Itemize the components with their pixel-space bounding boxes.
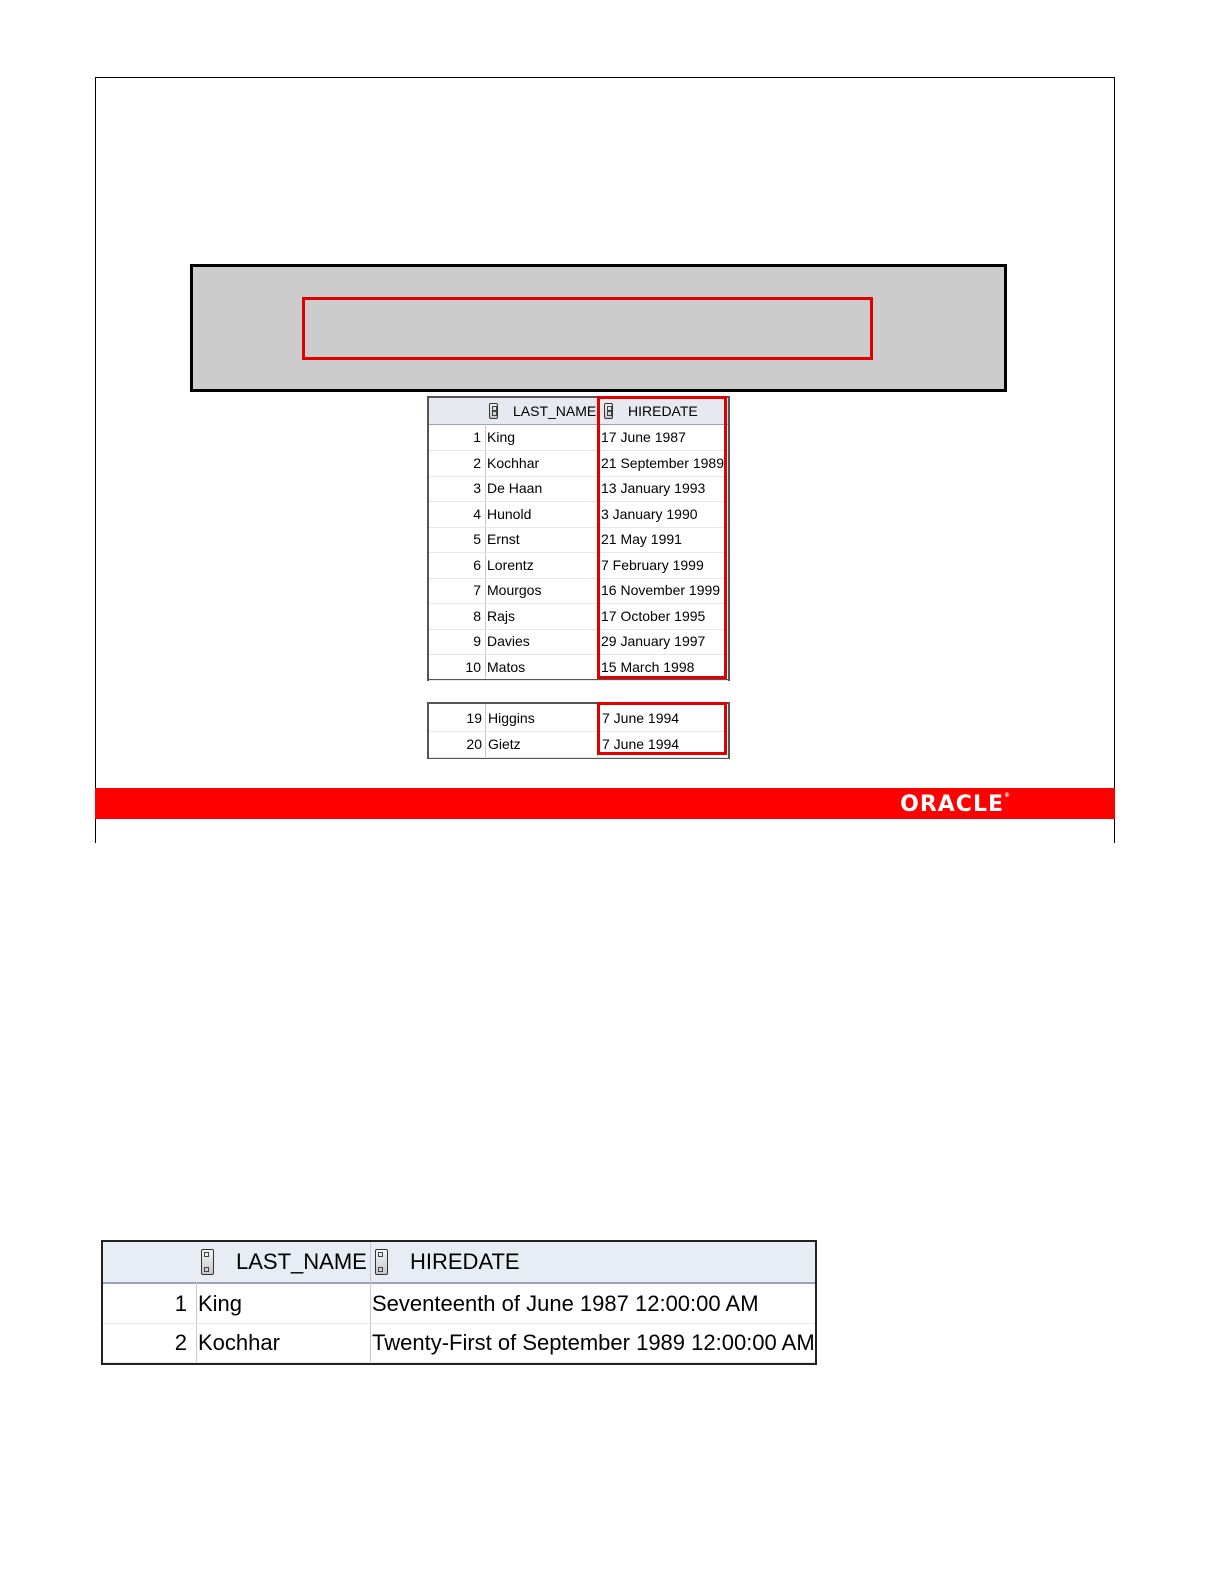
cell-last-name: Rajs xyxy=(487,607,516,624)
cell-last-name: Hunold xyxy=(487,505,532,522)
col-header-hiredate: HIREDATE xyxy=(410,1249,520,1274)
oracle-logo: ORACLE® xyxy=(900,792,1011,817)
cell-last-name: Ernst xyxy=(487,531,520,547)
cell-last-name: Kochhar xyxy=(487,454,540,471)
cell-hiredate: 3 January 1990 xyxy=(601,505,698,522)
row-number: 8 xyxy=(473,607,481,624)
cell-last-name: De Haan xyxy=(487,480,543,496)
cell-hiredate: 17 June 1987 xyxy=(601,429,686,445)
sort-col-last-name[interactable] xyxy=(489,398,596,424)
cell-last-name: Gietz xyxy=(488,735,521,752)
hiredate-highlight-frame-2 xyxy=(597,702,727,755)
cell-hiredate: 21 September 1989 xyxy=(601,454,724,471)
sql-code-box xyxy=(190,264,1007,392)
cell-last-name: Mourgos xyxy=(487,582,542,598)
cell-hiredate: Twenty-First of September 1989 12:00:00 AM xyxy=(372,1330,815,1355)
cell-hiredate: 13 January 1993 xyxy=(601,480,706,496)
col-header-hiredate: HIREDATE xyxy=(628,403,698,419)
sort-col-last-name[interactable] xyxy=(201,1242,367,1282)
cell-hiredate: 15 March 1998 xyxy=(601,658,695,675)
cell-hiredate: 7 June 1994 xyxy=(602,710,680,726)
row-number: 2 xyxy=(473,454,481,471)
grid-header-large xyxy=(103,1242,815,1284)
sort-col-hiredate[interactable] xyxy=(375,1242,520,1282)
cell-last-name: Kochhar xyxy=(198,1330,280,1355)
sort-icon xyxy=(489,403,498,419)
row-number: 9 xyxy=(473,633,481,649)
table-row[interactable] xyxy=(103,1323,815,1363)
cell-last-name: Lorentz xyxy=(487,556,534,573)
hiredate-highlight-frame xyxy=(597,396,727,679)
row-number: 3 xyxy=(473,480,481,496)
cell-hiredate: 7 June 1994 xyxy=(602,735,680,752)
cell-hiredate: Seventeenth of June 1987 12:00:00 AM xyxy=(372,1291,759,1316)
sort-icon xyxy=(375,1249,388,1275)
footer-bar xyxy=(95,788,1115,819)
cell-last-name: Higgins xyxy=(488,710,535,726)
cell-hiredate: 21 May 1991 xyxy=(601,531,682,547)
row-number: 19 xyxy=(466,710,482,726)
cell-hiredate: 29 January 1997 xyxy=(601,633,706,649)
row-number: 5 xyxy=(473,531,481,547)
table-row[interactable] xyxy=(103,1284,815,1324)
row-number: 6 xyxy=(473,556,481,573)
col-header-last-name: LAST_NAME xyxy=(236,1249,367,1274)
cell-last-name: Matos xyxy=(487,658,526,675)
cell-last-name: King xyxy=(198,1291,243,1316)
row-number: 2 xyxy=(174,1330,187,1355)
cell-hiredate: 17 October 1995 xyxy=(601,607,706,624)
cell-last-name: Davies xyxy=(487,633,530,649)
row-number: 10 xyxy=(465,658,481,675)
row-number: 4 xyxy=(473,505,481,522)
row-number: 1 xyxy=(473,429,481,445)
row-number: 7 xyxy=(473,582,481,598)
cell-last-name: King xyxy=(487,429,516,445)
cell-hiredate: 16 November 1999 xyxy=(601,582,721,598)
sort-icon xyxy=(201,1249,214,1275)
code-highlight-frame xyxy=(302,297,873,360)
cell-hiredate: 7 February 1999 xyxy=(601,556,704,573)
results-grid-large[interactable] xyxy=(101,1240,817,1365)
row-number: 20 xyxy=(466,735,482,752)
row-number: 1 xyxy=(174,1291,187,1316)
col-header-last-name: LAST_NAME xyxy=(513,403,597,419)
